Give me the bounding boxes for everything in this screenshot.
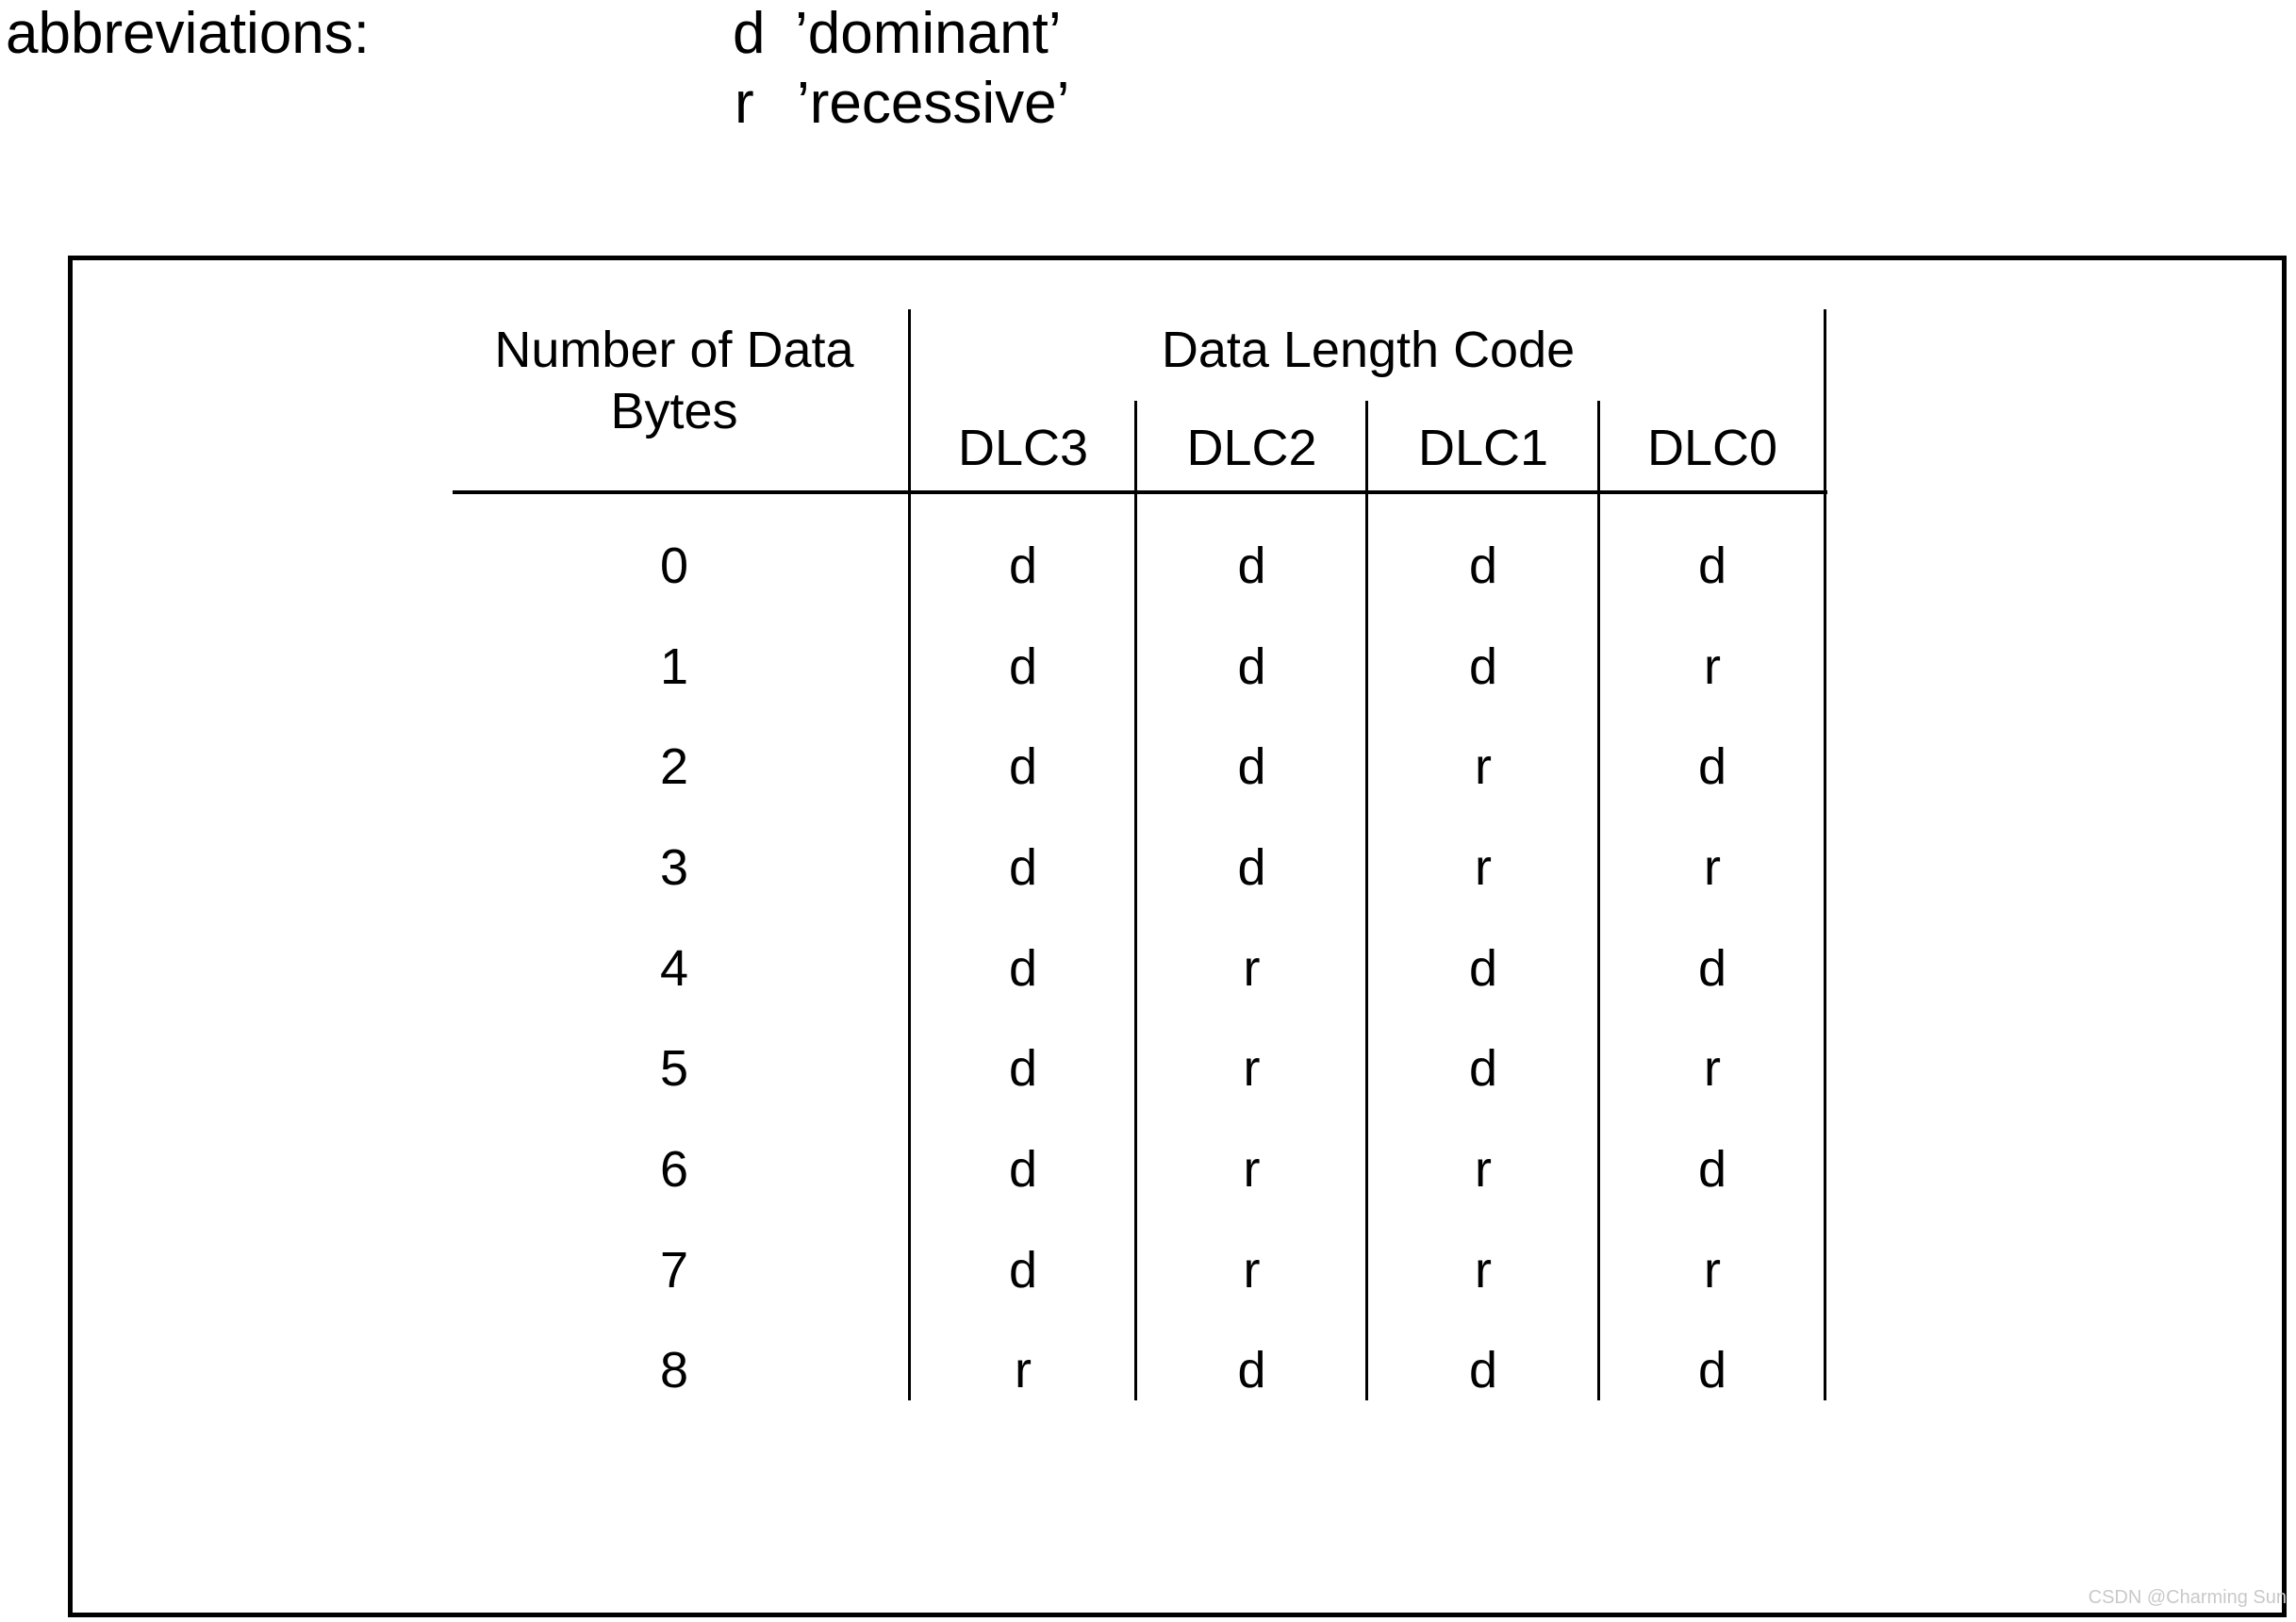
group-header-data-length-code: Data Length Code bbox=[1161, 322, 1576, 378]
cell-dlc2: d bbox=[1237, 638, 1266, 695]
cell-dlc1: r bbox=[1475, 1242, 1492, 1299]
cell-dlc3: d bbox=[1008, 538, 1038, 594]
cell-dlc2: r bbox=[1243, 1141, 1261, 1198]
cell-dlc2: d bbox=[1237, 538, 1266, 594]
cell-dlc3: d bbox=[1008, 1040, 1038, 1097]
cell-dlc0: r bbox=[1704, 638, 1721, 695]
cell-dlc3: d bbox=[1008, 940, 1038, 997]
column-header-dlc0: DLC0 bbox=[1646, 420, 1778, 476]
cell-dlc0: d bbox=[1697, 738, 1727, 795]
abbr-letter-dominant: d bbox=[733, 1, 766, 66]
cell-dlc3: d bbox=[1008, 638, 1038, 695]
cell-dlc2: d bbox=[1237, 1342, 1266, 1399]
cell-dlc1: d bbox=[1468, 538, 1498, 594]
cell-dlc1: r bbox=[1475, 1141, 1492, 1198]
cell-dlc2: d bbox=[1237, 839, 1266, 896]
header-underline bbox=[453, 490, 1827, 494]
cell-dlc3: d bbox=[1008, 1141, 1038, 1198]
watermark-text: CSDN @Charming Sun bbox=[2088, 1587, 2287, 1608]
cell-dlc3: d bbox=[1008, 1242, 1038, 1299]
cell-dlc0: d bbox=[1697, 1141, 1727, 1198]
cell-dlc2: d bbox=[1237, 738, 1266, 795]
cell-dlc0: r bbox=[1704, 1040, 1721, 1097]
cell-dlc2: r bbox=[1243, 1040, 1261, 1097]
cell-dlc1: r bbox=[1475, 738, 1492, 795]
cell-dlc3: d bbox=[1008, 839, 1038, 896]
cell-dlc0: r bbox=[1704, 1242, 1721, 1299]
abbreviations-label: abbreviations: bbox=[6, 1, 371, 66]
cell-dlc2: r bbox=[1243, 1242, 1261, 1299]
cell-dlc0: d bbox=[1697, 1342, 1727, 1399]
row-bytes-value: 3 bbox=[659, 839, 689, 896]
row-bytes-value: 1 bbox=[659, 638, 689, 695]
row-header-title-line1: Number of Data bbox=[494, 322, 854, 378]
column-header-dlc1: DLC1 bbox=[1417, 420, 1549, 476]
abbr-letter-recessive: r bbox=[735, 71, 754, 136]
abbr-term-recessive: ’recessive’ bbox=[797, 71, 1070, 136]
row-bytes-value: 8 bbox=[659, 1342, 689, 1399]
row-bytes-value: 7 bbox=[659, 1242, 689, 1299]
cell-dlc3: r bbox=[1015, 1342, 1032, 1399]
cell-dlc1: d bbox=[1468, 940, 1498, 997]
cell-dlc3: d bbox=[1008, 738, 1038, 795]
cell-dlc1: d bbox=[1468, 1342, 1498, 1399]
cell-dlc0: d bbox=[1697, 940, 1727, 997]
cell-dlc1: d bbox=[1468, 638, 1498, 695]
cell-dlc1: r bbox=[1475, 839, 1492, 896]
row-bytes-value: 5 bbox=[659, 1040, 689, 1097]
row-bytes-value: 4 bbox=[659, 940, 689, 997]
cell-dlc1: d bbox=[1468, 1040, 1498, 1097]
column-header-dlc3: DLC3 bbox=[957, 420, 1089, 476]
cell-dlc2: r bbox=[1243, 940, 1261, 997]
cell-dlc0: d bbox=[1697, 538, 1727, 594]
row-bytes-value: 2 bbox=[659, 738, 689, 795]
row-bytes-value: 6 bbox=[659, 1141, 689, 1198]
cell-dlc0: r bbox=[1704, 839, 1721, 896]
row-bytes-value: 0 bbox=[659, 538, 689, 594]
column-header-dlc2: DLC2 bbox=[1186, 420, 1317, 476]
row-header-title-line2: Bytes bbox=[610, 383, 738, 439]
abbr-term-dominant: ’dominant’ bbox=[795, 1, 1062, 66]
